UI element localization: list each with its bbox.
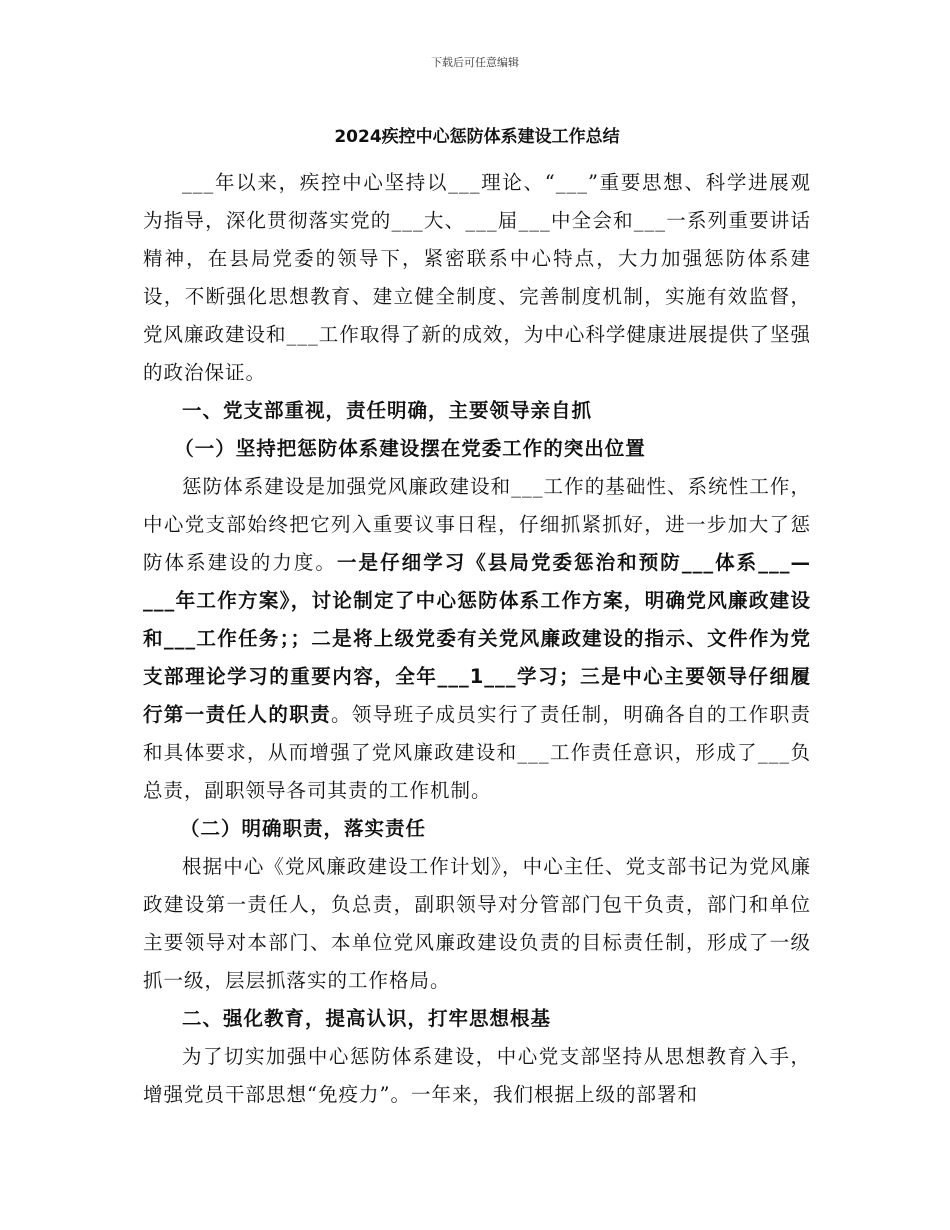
section-1-1-text-c: 。领导班子成员实行了责任制，明确各自的工作职责和具体要求，从而增强了党风廉政建设和___工作责任意识，形成了___负总责，副职领导各司其责的工作机制。 — [143, 703, 811, 802]
section-2-paragraph: 为了切实加强中心惩防体系建设，中心党支部坚持从思想教育入手，增强党员干部思想“免疫力”。一年来，我们根据上级的部署和 — [143, 1045, 811, 1106]
section-2-heading: 二、强化教育，提高认识，打牢思想根基 — [182, 1007, 552, 1030]
document-body — [143, 122, 811, 1114]
section-1-1-paragraph — [143, 468, 811, 810]
section-1-heading: 一、党支部重视，责任明确，主要领导亲自抓 — [182, 399, 593, 422]
section-1-1-heading: （一）坚持把惩防体系建设摆在党委工作的突出位置 — [174, 437, 646, 460]
document-title: 2024疾控中心惩防体系建设工作总结 — [334, 127, 620, 147]
section-1-2-paragraph: 根据中心《党风廉政建设工作计划》，中心主任、党支部书记为党风廉政建设第一责任人，负总责，副职领导对分管部门包干负责，部门和单位主要领导对本部门、本单位党风廉政建设负责的目标责任制，形成了一级抓一级，层层抓落实的工作格局。 — [143, 855, 811, 992]
intro-paragraph: ___年以来，疾控中心坚持以___理论、“___”重要思想、科学进展观为指导，深化贯彻落实党的___大、___届___中全会和___一系列重要讲话精神，在县局党委的领导下，紧密联系中心特点，大力加强惩防体系建设，不断强化思想教育、建立健全制度、完善制度机制，实施有效监督，党风廉政建设和___工作取得了新的成效，为中心科学健康进展提供了坚强的政治保证。 — [143, 171, 811, 384]
header-note: 下载后可任意编辑 — [431, 56, 519, 69]
section-1-2-heading: （二）明确职责，落实责任 — [180, 817, 427, 840]
section-1-1-bold-text: 一是仔细学习《县局党委惩治和预防___体系___—___年工作方案》，讨论制定了中心惩防体系工作方案，明确党风廉政建设和___工作任务；；二是将上级党委有关党风廉政建设的指示、文件作为党支部理论学习的重要内容，全年___1___学习；三是中心主要领导仔细履行第一责任人的职责 — [143, 551, 811, 726]
section-1-1-text-a: 惩防体系建设是加强党风廉政建设和___工作的基础性、系统性工作，中心党支部始终把它列入重要议事日程，仔细抓紧抓好，进一步加大了惩防体系建设的力度。 — [143, 475, 811, 574]
